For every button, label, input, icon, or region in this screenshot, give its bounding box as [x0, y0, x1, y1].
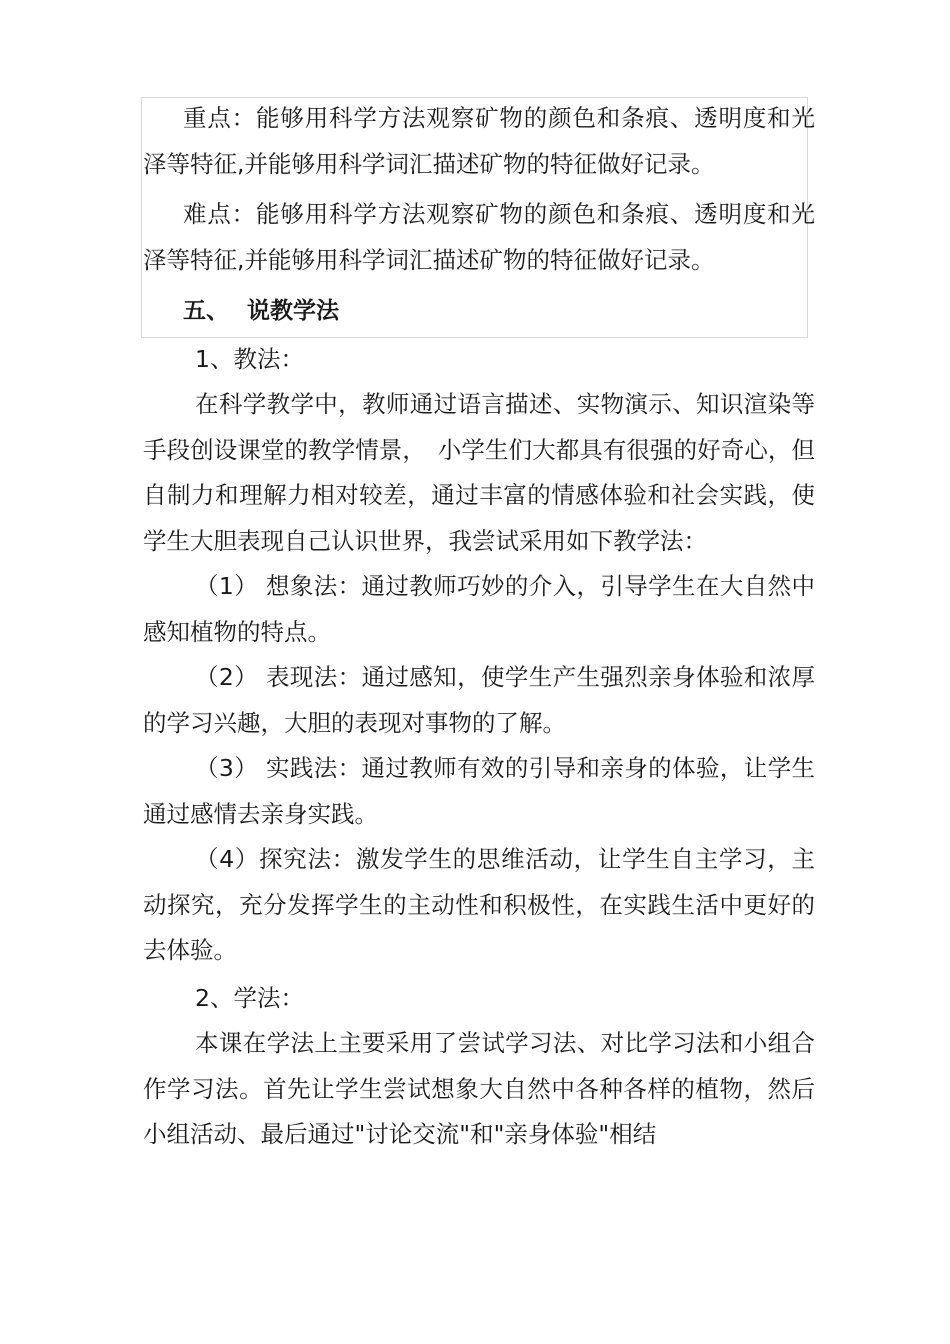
method-item-practice: （3） 实践法：通过教师有效的引导和亲身的体验，让学生通过感情去亲身实践。 [143, 754, 815, 828]
teaching-method-label: 1、教法： [195, 344, 304, 373]
method-item-imagination: （1） 想象法：通过教师巧妙的介入，引导学生在大自然中感知植物的特点。 [143, 572, 815, 646]
teaching-method-intro: 在科学教学中，教师通过语言描述、实物演示、知识渲染等手段创设课堂的教学情景， 小学生们大都具有很强的好奇心，但自制力和理解力相对较差，通过丰富的情感体验和社会实践，使学生大胆表现自己认识世界，我尝试采用如下教学法： [143, 390, 815, 555]
section-number: 五、 [183, 298, 229, 324]
key-point-paragraph: 重点：能够用科学方法观察矿物的颜色和条痕、透明度和光泽等特征,并能够用科学词汇描述矿物的特征做好记录。 [143, 104, 815, 178]
document-body [143, 96, 815, 1158]
learning-method-text: 本课在学法上主要采用了尝试学习法、对比学习法和小组合作学习法。首先让学生尝试想象大自然中各种各样的植物，然后小组活动、最后通过"讨论交流"和"亲身体验"相结 [143, 1029, 815, 1148]
section-heading [143, 289, 815, 335]
difficult-point-paragraph: 难点：能够用科学方法观察矿物的颜色和条痕、透明度和光泽等特征,并能够用科学词汇描述矿物的特征做好记录。 [143, 200, 815, 274]
section-title: 说教学法 [247, 298, 339, 324]
method-item-expression: （2） 表现法：通过感知，使学生产生强烈亲身体验和浓厚的学习兴趣，大胆的表现对事物的了解。 [143, 663, 815, 737]
method-item-inquiry: （4）探究法：激发学生的思维活动，让学生自主学习，主动探究，充分发挥学生的主动性和积极性，在实践生活中更好的去体验。 [143, 845, 815, 964]
learning-method-label: 2、学法： [195, 983, 304, 1012]
